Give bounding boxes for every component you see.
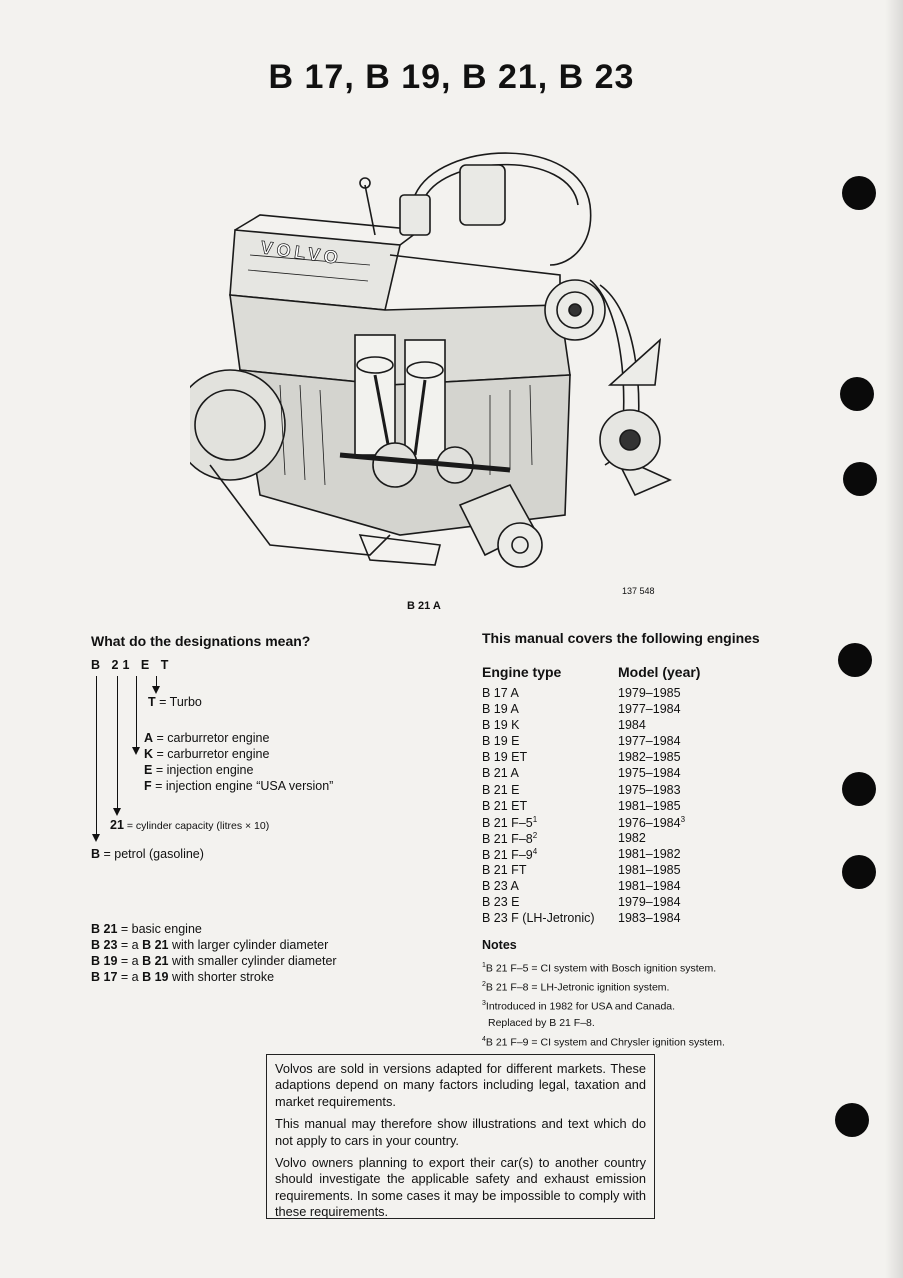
engine-table	[482, 686, 685, 927]
designations-heading: What do the designations mean?	[91, 633, 311, 649]
engine-type-cell: B 21 $F-5^1$	[482, 814, 538, 830]
model-b21: B 21 = basic engine	[91, 922, 202, 936]
note-item: $^4$B 21 F–9 = CI system and Chrysler ignition system.	[482, 1035, 725, 1048]
figure-number: 137 548	[622, 586, 655, 596]
binder-hole	[838, 643, 872, 677]
column-header-engine-type: Engine type	[482, 664, 562, 680]
engine-type-cell: B 21 A	[482, 766, 519, 781]
engine-cutaway-illustration	[190, 135, 690, 600]
engine-type-cell: B 23 F (LH-Jetronic)	[482, 911, 595, 926]
figure-caption: B 21 A	[407, 600, 441, 612]
model-year-cell: 1983–1984	[618, 911, 681, 926]
arrow-down-icon	[132, 747, 140, 755]
leader-line	[96, 676, 97, 836]
notes-list	[482, 958, 725, 1051]
page-title: B 17, B 19, B 21, B 23	[268, 58, 635, 96]
note-item: $^1$B 21 F–5 = CI system with Bosch ignition system.	[482, 962, 717, 975]
binder-hole	[842, 176, 876, 210]
arrow-down-icon	[113, 808, 121, 816]
fuel-definition: B = petrol (gasoline)	[91, 847, 204, 861]
engine-row	[482, 879, 685, 895]
model-b23: B 23 = a B 21 with larger cylinder diameter	[91, 938, 329, 952]
leader-line	[136, 676, 137, 750]
engine-type-cell: B 19 K	[482, 718, 520, 733]
engine-row	[482, 702, 685, 718]
engine-row	[482, 734, 685, 750]
notice-paragraph: This manual may therefore show illustrations and text which do not apply to cars in your country.	[275, 1116, 646, 1148]
model-year-cell: 1979–1984	[618, 895, 681, 910]
engine-code-definitions	[144, 730, 333, 794]
model-year-cell: 1981–1982	[618, 846, 681, 861]
notice-paragraph: Volvos are sold in versions adapted for different markets. These adaptions depend on many factors including legal, taxation and market requirements.	[275, 1061, 646, 1109]
engine-type-cell: B 19 A	[482, 702, 519, 717]
model-b17: B 17 = a B 19 with shorter stroke	[91, 970, 275, 984]
engine-type-cell: B 21 ET	[482, 798, 528, 813]
code-part-engine: E	[140, 658, 154, 672]
page-edge-shadow	[885, 0, 903, 1278]
model-year-cell: 1982–1985	[618, 750, 681, 765]
engine-type-cell: B 21 E	[482, 782, 520, 797]
market-notice-box	[266, 1054, 655, 1219]
engine-code-a: A = carburretor engine	[144, 731, 270, 745]
engine-row	[482, 718, 685, 734]
engine-type-cell: B 21 $F-8^2$	[482, 830, 538, 846]
model-year-cell: 1977–1984	[618, 734, 681, 749]
designation-code	[91, 658, 172, 672]
engine-code-k: K = carburretor engine	[144, 747, 270, 761]
engine-type-cell: B 19 ET	[482, 750, 528, 765]
engine-row	[482, 799, 685, 815]
column-header-model-year: Model (year)	[618, 664, 701, 680]
model-definitions	[91, 921, 337, 985]
note-item: $^2$B 21 F–8 = LH-Jetronic ignition system.	[482, 981, 670, 994]
engine-type-cell: B 17 A	[482, 686, 519, 700]
code-part-capacity: 21	[111, 658, 134, 672]
model-year-cell: 1981–1984	[618, 879, 681, 894]
model-year-cell: 1977–1984	[618, 702, 681, 717]
engine-row	[482, 895, 685, 911]
engine-row	[482, 863, 685, 879]
model-year-cell: 1984	[618, 718, 646, 733]
notice-paragraph: Volvo owners planning to export their car(s) to another country should investigate the applicable safety and exhaust emission requirements. In some cases it may be impossible to comply with these requirements.	[275, 1155, 646, 1220]
engine-row	[482, 686, 685, 702]
notes-heading: Notes	[482, 938, 517, 952]
engine-code-e: E = injection engine	[144, 763, 254, 777]
model-year-cell: 1979–1985	[618, 686, 681, 700]
note-item: Replaced by B 21 F–8.	[488, 1017, 595, 1029]
engine-row	[482, 815, 685, 831]
engine-row	[482, 847, 685, 863]
engine-row	[482, 911, 685, 927]
engine-type-cell: B 23 E	[482, 895, 520, 910]
model-year-cell: 1981–1985	[618, 863, 681, 878]
model-b19: B 19 = a B 21 with smaller cylinder diameter	[91, 954, 337, 968]
leader-line	[117, 676, 118, 810]
binder-hole	[840, 377, 874, 411]
binder-hole	[842, 772, 876, 806]
binder-hole	[843, 462, 877, 496]
engine-code-f: F = injection engine “USA version”	[144, 779, 334, 793]
arrow-down-icon	[92, 834, 100, 842]
model-year-cell: 1982	[618, 830, 646, 845]
engine-type-cell: B 21 $F-9^4$	[482, 846, 538, 863]
turbo-definition: T = Turbo	[148, 695, 202, 709]
coverage-heading: This manual covers the following engines	[482, 630, 760, 646]
model-year-cell: 1976–1984$^3$	[618, 814, 686, 830]
note-item: $^3$Introduced in 1982 for USA and Canada.	[482, 1000, 676, 1013]
volvo-logo-text: VOLVO	[259, 237, 344, 269]
model-year-cell: 1981–1985	[618, 798, 681, 813]
arrow-down-icon	[152, 686, 160, 694]
capacity-definition: 21 = cylinder capacity (litres × 10)	[110, 818, 270, 832]
code-part-turbo: T	[160, 658, 173, 672]
code-part-fuel: B	[91, 658, 105, 672]
engine-row	[482, 831, 685, 847]
model-year-cell: 1975–1984	[618, 766, 681, 781]
binder-hole	[842, 855, 876, 889]
engine-type-cell: B 23 A	[482, 879, 519, 894]
binder-hole	[835, 1103, 869, 1137]
engine-type-cell: B 21 FT	[482, 863, 527, 878]
engine-type-cell: B 19 E	[482, 734, 520, 749]
model-year-cell: 1975–1983	[618, 782, 681, 797]
engine-row	[482, 766, 685, 782]
engine-row	[482, 750, 685, 766]
engine-row	[482, 783, 685, 799]
